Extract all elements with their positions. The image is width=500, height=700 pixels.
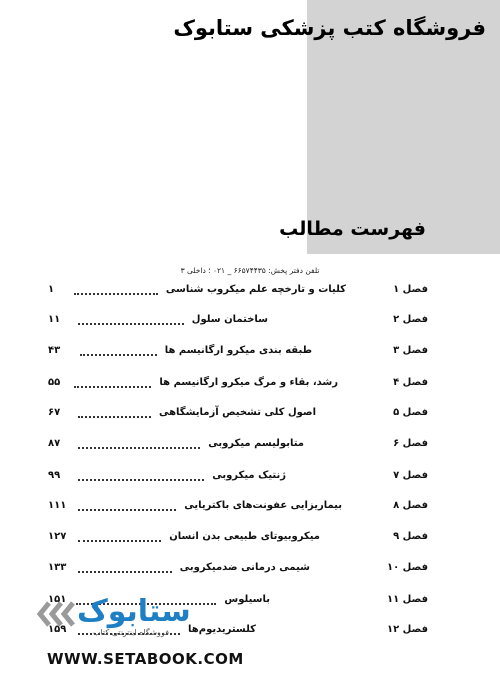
- toc-chapter-title: طبقه بندی میکرو ارگانیسم ها: [164, 345, 312, 356]
- toc-row[interactable]: [48, 438, 428, 458]
- toc-chapter-title: بیماریزایی عفونت‌های باکتریایی: [184, 500, 342, 511]
- toc-chapter-number: فصل ۹: [393, 531, 428, 542]
- toc-page-number: ۸۷: [48, 438, 61, 449]
- toc-page-number: ۱۵۱: [48, 594, 67, 605]
- toc-chapter-title: کلستریدیوم‌ها: [188, 624, 256, 635]
- toc-dot-leader: [74, 386, 151, 388]
- chevron-arrows-icon: [37, 600, 77, 628]
- toc-dot-leader: [78, 447, 200, 449]
- toc-dot-leader: [78, 509, 176, 511]
- toc-page-number: ۱۳۳: [48, 562, 67, 573]
- toc-chapter-title: کلیات و تارخچه علم میکروب شناسی: [165, 284, 346, 295]
- toc-dot-leader: [80, 354, 157, 356]
- store-title: فروشگاه کتب پزشکی ستابوک: [173, 16, 486, 40]
- toc-chapter-number: فصل ۵: [393, 407, 428, 418]
- toc-chapter-number: فصل ۱۰: [386, 562, 428, 573]
- toc-row[interactable]: [48, 562, 428, 582]
- toc-page-number: ۱۲۷: [48, 531, 67, 542]
- toc-chapter-title: اصول کلی تشخیص آزمایشگاهی: [158, 407, 316, 418]
- toc-row[interactable]: [48, 345, 428, 365]
- toc-page-number: ۴۳: [48, 345, 61, 356]
- toc-page-number: ۹۹: [48, 470, 61, 481]
- toc-chapter-title: متابولیسم میکروبی: [208, 438, 304, 449]
- toc-row[interactable]: [48, 470, 428, 490]
- toc-row[interactable]: [48, 531, 428, 551]
- logo-wordmark: ستابوک: [77, 594, 191, 629]
- toc-chapter-number: فصل ۴: [393, 377, 428, 388]
- toc-title: فهرست مطالب: [279, 218, 426, 240]
- toc-chapter-number: فصل ۲: [393, 314, 428, 325]
- toc-dot-leader: [78, 479, 204, 481]
- toc-chapter-number: فصل ۶: [393, 438, 428, 449]
- phone-note: تلفن دفتر پخش: ۶۶۵۷۴۴۳۵ _ ۰۲۱ ؛ داخلی ۳: [180, 266, 320, 275]
- toc-page-number: ۱: [48, 284, 55, 295]
- toc-chapter-number: فصل ۳: [393, 345, 428, 356]
- toc-page-number: ۵۵: [48, 377, 61, 388]
- toc-row[interactable]: [48, 407, 428, 427]
- toc-page-number: ۱۱: [48, 314, 61, 325]
- toc-dot-leader: [74, 293, 158, 295]
- logo-subtitle: فروشگاه اینترنتی کتاب: [93, 628, 170, 637]
- toc-row[interactable]: [48, 500, 428, 520]
- toc-row[interactable]: [48, 377, 428, 397]
- toc-chapter-title: باسیلوس: [224, 594, 270, 605]
- toc-chapter-number: فصل ۸: [393, 500, 428, 511]
- toc-row[interactable]: [48, 284, 428, 304]
- toc-page-number: ۱۵۹: [48, 624, 67, 635]
- toc-dot-leader: [78, 416, 151, 418]
- toc-page-number: ۱۱۱: [48, 500, 67, 511]
- toc-dot-leader: [78, 571, 172, 573]
- toc-chapter-number: فصل ۷: [393, 470, 428, 481]
- toc-chapter-number: فصل ۱: [393, 284, 428, 295]
- toc-chapter-number: فصل ۱۱: [386, 594, 428, 605]
- toc-dot-leader: [78, 540, 161, 542]
- toc-chapter-title: ساختمان سلول: [191, 314, 268, 325]
- toc-chapter-title: میکروبیوتای طبیعی بدن انسان: [169, 531, 320, 542]
- toc-page-number: ۶۷: [48, 407, 61, 418]
- toc-chapter-title: ژنتیک میکروبی: [212, 470, 286, 481]
- toc-row[interactable]: [48, 314, 428, 334]
- site-url[interactable]: WWW.SETABOOK.COM: [47, 650, 244, 668]
- toc-chapter-title: شیمی درمانی ضدمیکروبی: [179, 562, 310, 573]
- toc-dot-leader: [78, 323, 184, 325]
- toc-chapter-title: رشد، بقاء و مرگ میکرو ارگانیسم ها: [159, 377, 338, 388]
- toc-chapter-number: فصل ۱۲: [386, 624, 428, 635]
